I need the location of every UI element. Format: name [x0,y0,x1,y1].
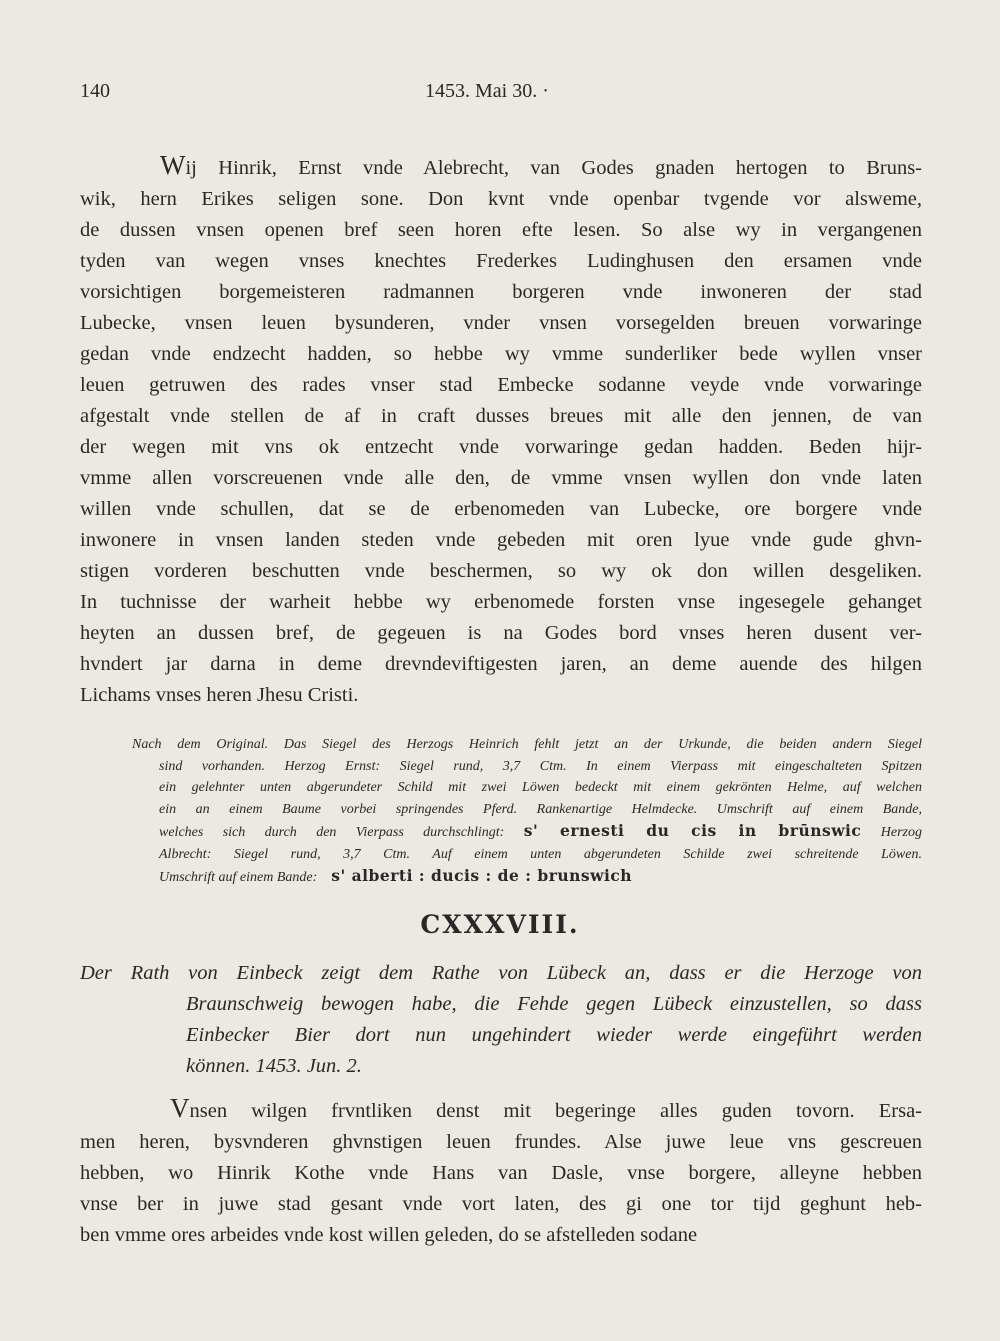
letter-text [80,1093,922,1251]
note-line: Nach dem Original. Das Siegel des Herzogs Heinrich fehlt jetzt an der Urkunde, die beiden andern Siegel [132,737,922,752]
editorial-notes [132,734,922,889]
text-line: vnse ber in juwe stad gesant vnde vort laten, des gi one tor tijd geghunt heb- [80,1193,922,1215]
page-header [80,80,920,114]
page-number: 140 [80,80,110,102]
note-line: Albrecht: Siegel rund, 3,7 Ctm. Auf einem unten abgerundeten Schilde zwei schreitende Löwen. [159,846,922,862]
text-line: afgestalt vnde stellen de af in craft dusses breues mit alle den jennen, de van [80,405,922,427]
text-line: Lichams vnses heren Jhesu Cristi. [80,684,359,706]
running-date: 1453. Mai 30. · [425,80,549,102]
note-line [132,820,922,844]
note-text: welches sich durch den Vierpass durchschlingt: [159,825,505,840]
charter-text [80,150,922,711]
note-line: sind vorhanden. Herzog Ernst: Siegel rund, 3,7 Ctm. In einem Vierpass mit eingeschalteten Spitzen [159,758,922,774]
summary-line: können. 1453. Jun. 2. [186,1055,362,1077]
note-text: Umschrift auf einem Bande: [159,870,318,885]
text-line: gedan vnde endzecht hadden, so hebbe wy vmme sunderliker bede wyllen vnser [80,343,922,365]
seal-legend-ernst: s' ernesti du cis in brūnswic [523,821,862,840]
text-line: de dussen vnsen openen bref seen horen efte lesen. So alse wy in vergangenen [80,219,922,241]
initial-letter: V [170,1093,190,1123]
text-line: Lubecke, vnsen leuen bysunderen, vnder vnsen vorsegelden breuen vorwaringe [80,312,922,334]
text-line: In tuchnisse der warheit hebbe wy erbenomede forsten vnse ingesegele gehanget [80,591,922,613]
text-line: hebben, wo Hinrik Kothe vnde Hans van Dasle, vnse borgere, alleyne hebben [80,1162,922,1184]
text-line [80,150,922,184]
document-number: CXXXVIII. [420,910,580,939]
text-line: vmme allen vorscreuenen vnde alle den, de vmme vnsen wyllen don vnde laten [80,467,922,489]
summary-line: Der Rath von Einbeck zeigt dem Rathe von Lübeck an, dass er die Herzoge von [80,962,922,984]
note-line [132,865,922,889]
text-line: stigen vorderen beschutten vnde beschermen, so wy ok don willen desgeliken. [80,560,922,582]
text-line: vorsichtigen borgemeisteren radmannen borgeren vnde inwoneren der stad [80,281,922,303]
line-text: ij Hinrik, Ernst vnde Alebrecht, van Godes gnaden hertogen to Bruns- [185,157,922,179]
initial-letter: W [160,150,186,180]
note-line: ein gelehnter unten abgerundeter Schild mit zwei Löwen bedeckt mit einem gekrönten Helme, auf welchen [159,780,922,795]
text-line: willen vnde schullen, dat se de erbenomeden van Lubecke, ore borgere vnde [80,498,922,520]
line-text: nsen wilgen frvntliken denst mit begeringe alles guden tovorn. Ersa- [189,1100,922,1122]
summary-line: Braunschweig bewogen habe, die Fehde gegen Lübeck einzustellen, so dass [186,993,922,1015]
summary-line: Einbecker Bier dort nun ungehindert wieder werde eingeführt werden [186,1024,922,1046]
text-line: heyten an dussen bref, de gegeuen is na Godes bord vnses heren dusent ver- [80,622,922,644]
text-line: inwonere in vnsen landen steden vnde gebeden mit oren lyue vnde gude ghvn- [80,529,922,551]
note-line: ein an einem Baume vorbei springendes Pferd. Rankenartige Helmdecke. Umschrift auf einem Bande, [159,801,922,817]
text-line: hvndert jar darna in deme drevndeviftigesten jaren, an deme auende des hilgen [80,653,922,675]
text-line: wik, hern Erikes seligen sone. Don kvnt vnde openbar tvgende vor alsweme, [80,188,922,210]
text-line: der wegen mit vns ok entzecht vnde vorwaringe gedan hadden. Beden hijr- [80,436,922,458]
text-line: ben vmme ores arbeides vnde kost willen geleden, do se afstelleden sodane [80,1224,698,1246]
seal-legend-albrecht: s' alberti : ducis : de : brunswich [331,866,633,885]
regest-summary [80,958,922,1082]
text-line [80,1093,922,1127]
text-line: tyden van wegen vnses knechtes Frederkes Ludinghusen den ersamen vnde [80,250,922,272]
note-text: Herzog [880,825,923,840]
text-line: leuen getruwen des rades vnser stad Embecke sodanne veyde vnde vorwaringe [80,374,922,396]
text-line: men heren, bysvnderen ghvnstigen leuen frundes. Alse juwe leue vns gescreuen [80,1131,922,1153]
